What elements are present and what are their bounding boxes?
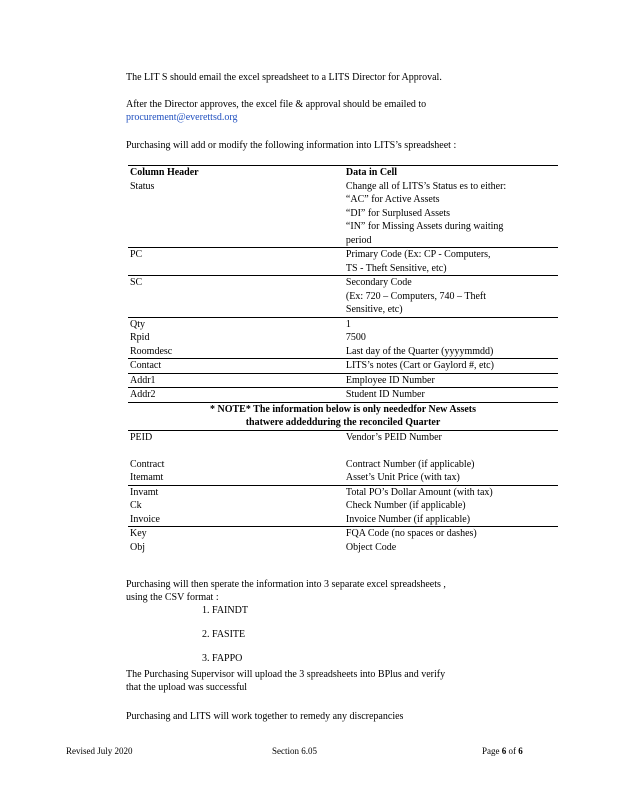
list-item: 1. FAINDT — [202, 605, 248, 616]
cell-line: “AC” for Active Assets — [345, 194, 440, 205]
cell-line: TS - Theft Sensitive, etc) — [345, 262, 447, 274]
data-description-cell — [344, 180, 558, 248]
cell-line: Student ID Number — [345, 389, 425, 400]
of-label: of — [508, 746, 516, 756]
table-row — [128, 499, 558, 513]
cell-line: Check Number (if applicable) — [345, 500, 466, 511]
procurement-email-link[interactable]: procurement@everettsd.org — [126, 112, 238, 123]
bullet-text-1: The LIT S should email the excel spreadsheet to a LITS Director for Approval. — [126, 72, 442, 83]
column-name-cell: Ck — [130, 500, 142, 511]
table-row — [128, 373, 558, 388]
table-row — [128, 513, 558, 527]
column-name-cell: Contract — [130, 458, 165, 470]
table-row — [128, 458, 558, 472]
column-name-cell: Status — [130, 180, 155, 192]
page-num: 6 — [501, 746, 507, 756]
csv-file-list — [202, 604, 248, 676]
data-header-title: Data in Cell — [344, 166, 558, 180]
data-description-cell — [344, 430, 558, 444]
cell-line: Primary Code (Ex: CP - Computers, — [345, 249, 491, 260]
table-row — [128, 345, 558, 359]
table-row — [128, 180, 558, 248]
column-name-cell: Obj — [130, 541, 145, 553]
cell-line: Secondary Code — [345, 277, 412, 288]
table-row — [128, 430, 558, 444]
bullet-2-line-1: After the Director approves, the excel file & approval should be emailed to — [126, 99, 427, 110]
footer-page-number — [482, 746, 523, 756]
footer-section: Section 6.05 — [272, 746, 317, 756]
column-name-cell: Roomdesc — [130, 345, 173, 357]
data-description-cell — [344, 485, 558, 499]
column-name-cell: Invamt — [128, 485, 344, 499]
data-description-cell — [344, 388, 558, 403]
spacer-cell — [128, 444, 558, 458]
data-description-cell — [344, 513, 558, 527]
cell-line: Total PO’s Dollar Amount (with tax) — [345, 486, 493, 498]
table-row — [128, 485, 558, 499]
data-description-cell — [344, 541, 558, 555]
data-description-cell — [344, 373, 558, 388]
cell-line: Contract Number (if applicable) — [345, 458, 475, 470]
cell-line: Object Code — [345, 541, 397, 553]
column-name-cell: Invoice — [130, 513, 160, 525]
cell-line: 1 — [345, 318, 351, 330]
page-label: Page — [482, 746, 500, 756]
column-name-cell: Addr2 — [128, 388, 344, 403]
column-name-cell: Contact — [128, 359, 344, 374]
column-name-cell: SC — [128, 276, 344, 318]
note-line: * NOTE* The information below is only neededfor New Assets — [209, 403, 477, 415]
data-description-cell — [344, 527, 558, 541]
table-row — [128, 541, 558, 555]
cell-line: 7500 — [345, 332, 366, 343]
list-item: 2. FASITE — [202, 629, 246, 640]
table-row — [128, 276, 558, 318]
lits-spreadsheet-table — [128, 165, 558, 554]
cell-line: Sensitive, etc) — [345, 304, 403, 315]
bullet-5-line-2: that the upload was successful — [126, 682, 248, 693]
data-description-cell — [344, 458, 558, 472]
bullet-text-2 — [126, 98, 556, 124]
footer-revised: Revised July 2020 — [66, 746, 133, 756]
data-description-cell — [344, 345, 558, 359]
column-name-cell: Itemamt — [130, 472, 164, 483]
column-name-cell: Rpid — [130, 332, 150, 343]
table-row — [128, 331, 558, 345]
data-description-cell — [344, 471, 558, 485]
bullet-5-line-1: The Purchasing Supervisor will upload the 3 spreadsheets into BPlus and verify — [126, 669, 446, 680]
table-row — [128, 527, 558, 541]
column-name-cell: PC — [128, 248, 344, 276]
table-header-row — [128, 166, 558, 180]
new-assets-note — [128, 402, 558, 430]
table-row — [128, 388, 558, 403]
cell-line: “DI” for Surplused Assets — [345, 207, 451, 219]
table-row — [128, 317, 558, 331]
data-description-cell — [344, 331, 558, 345]
cell-line: “IN” for Missing Assets during waiting — [345, 221, 504, 232]
list-item: 3. FAPPO — [202, 653, 243, 664]
column-name-cell: Qty — [128, 317, 344, 331]
table-row — [128, 248, 558, 276]
spacer-row — [128, 444, 558, 458]
cell-line: Last day of the Quarter (yyyymmdd) — [345, 345, 494, 357]
cell-line: Change all of LITS’s Status es to either: — [345, 180, 507, 192]
cell-line: (Ex: 720 – Computers, 740 – Theft — [345, 290, 486, 302]
bullet-4-line-2: using the CSV format : — [126, 592, 219, 603]
cell-line: Asset’s Unit Price (with tax) — [345, 472, 460, 483]
bullet-4-line-1: Purchasing will then sperate the information into 3 separate excel spreadsheets , — [126, 579, 446, 590]
page-total: 6 — [518, 746, 523, 756]
table-row — [128, 359, 558, 374]
cell-line: period — [345, 234, 372, 246]
cell-line: FQA Code (no spaces or dashes) — [345, 528, 477, 539]
bullet-text-3: Purchasing will add or modify the following information into LITS’s spreadsheet : — [126, 140, 457, 151]
data-description-cell — [344, 248, 558, 276]
column-header-title: Column Header — [128, 166, 344, 180]
bullet-text-4 — [126, 578, 556, 604]
cell-line: Employee ID Number — [345, 374, 435, 386]
bullet-text-5 — [126, 668, 556, 694]
data-description-cell — [344, 317, 558, 331]
column-name-cell: Addr1 — [128, 373, 344, 388]
note-line: thatwere addedduring the reconciled Quarter — [245, 417, 441, 428]
data-description-cell — [344, 499, 558, 513]
column-name-cell: Key — [128, 527, 344, 541]
cell-line: Vendor’s PEID Number — [345, 431, 442, 443]
note-row — [128, 402, 558, 430]
data-description-cell — [344, 276, 558, 318]
cell-line: Invoice Number (if applicable) — [345, 513, 471, 525]
bullet-text-6: Purchasing and LITS will work together to remedy any discrepancies — [126, 711, 404, 722]
data-description-cell — [344, 359, 558, 374]
table-row — [128, 471, 558, 485]
cell-line: LITS’s notes (Cart or Gaylord #, etc) — [345, 360, 494, 371]
column-name-cell: PEID — [128, 430, 344, 444]
